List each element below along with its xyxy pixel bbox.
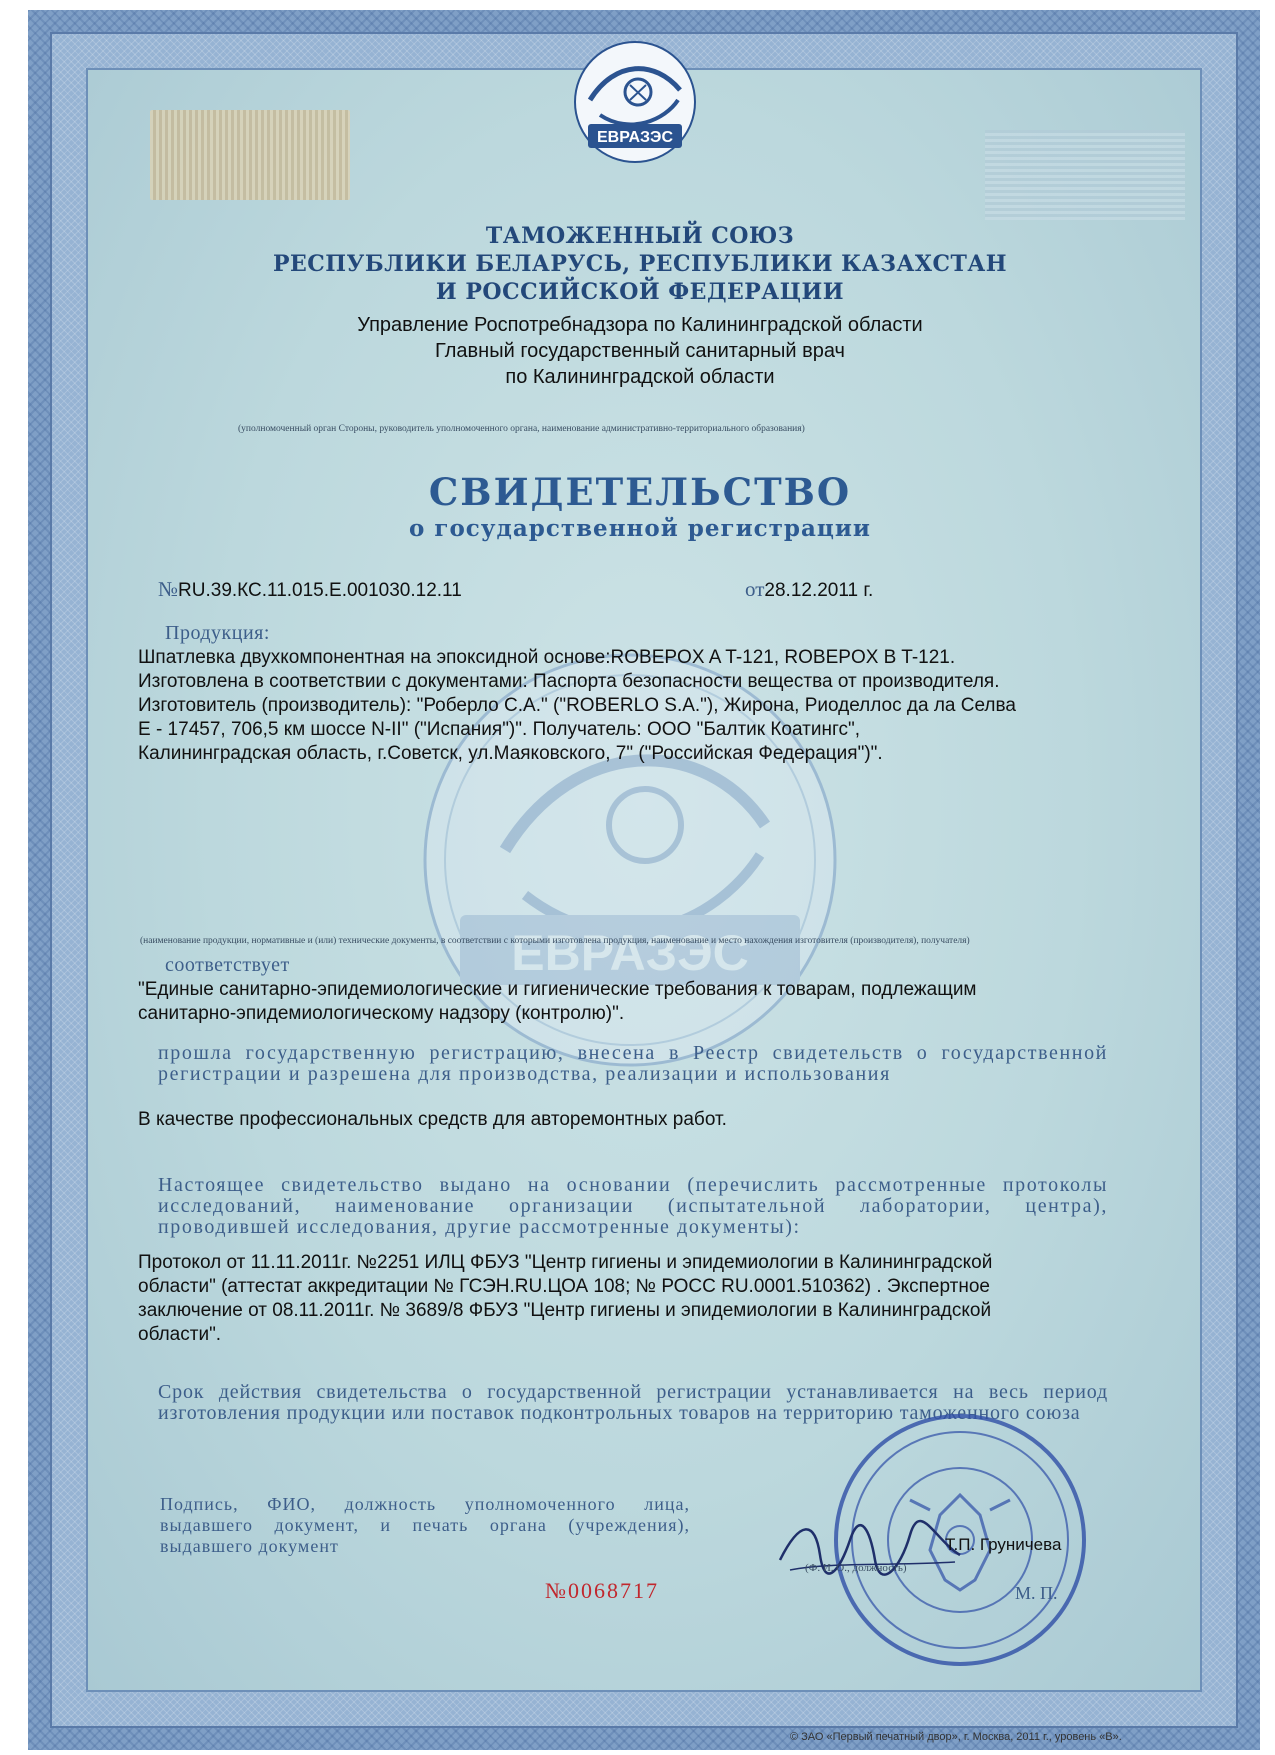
basis-line: области" (аттестат аккредитации № ГСЭН.RU.ЦОА 108; № РОСС RU.0001.510362) . Экспертное bbox=[138, 1276, 990, 1297]
certificate-date-row bbox=[745, 577, 873, 602]
signer-name: Т.П. Груничева bbox=[945, 1535, 1062, 1554]
product-label: Продукция: bbox=[165, 622, 270, 644]
registration-text: прошла государственную регистрацию, внесена в Реестр свидетельств о государственной регистрации и разрешена для производства, реализации и использования bbox=[158, 1042, 1108, 1085]
compliance-text bbox=[138, 978, 1098, 1026]
certificate-number-row bbox=[158, 577, 462, 602]
basis-line: Протокол от 11.11.2011г. №2251 ИЛЦ ФБУЗ "Центр гигиены и эпидемиологии в Калининградской bbox=[138, 1252, 993, 1273]
compliance-label: соответствует bbox=[165, 954, 290, 976]
basis-line: заключение от 08.11.2011г. № 3689/8 ФБУЗ "Центр гигиены и эпидемиологии в Калининградской bbox=[138, 1300, 992, 1321]
registration-usage: В качестве профессиональных средств для авторемонтных работ. bbox=[138, 1109, 727, 1130]
product-hint: (наименование продукции, нормативные и (или) технические документы, в соответствии с которыми изготовлена продукция, наименование и место нахождения изготовителя (производителя), получателя) bbox=[140, 936, 970, 946]
logo-text: ЕВРАЗЭС bbox=[596, 129, 674, 146]
fio-hint: (Ф. И. О., должность) bbox=[805, 1562, 907, 1574]
basis-line: области". bbox=[138, 1324, 222, 1345]
authority-line: по Калининградской области bbox=[505, 366, 775, 388]
certificate-title: СВИДЕТЕЛЬСТВО bbox=[428, 470, 852, 514]
product-line: Изготовитель (производитель): "Роберло С.А." ("ROBERLO S.A."), Жирона, Риоделлос да ла Селва bbox=[138, 695, 1016, 716]
basis-text: Настоящее свидетельство выдано на основании (перечислить рассмотренные протоколы исследований, наименование организации (испытательной лаборатории, центра), проводившей исследования, другие рассмотренные документы): bbox=[158, 1174, 1108, 1238]
product-description bbox=[138, 646, 1098, 766]
hologram-sticker bbox=[150, 110, 350, 200]
product-line: Калининградская область, г.Советск, ул.Маяковского, 7" ("Российская Федерация")". bbox=[138, 743, 883, 764]
eurasec-emblem-icon bbox=[560, 40, 710, 165]
serial-number: №0068717 bbox=[545, 1578, 659, 1603]
compliance-line: санитарно-эпидемиологическому надзору (контролю)". bbox=[138, 1003, 625, 1024]
printer-credit: © ЗАО «Первый печатный двор», г. Москва, 2011 г., уровень «В». bbox=[790, 1731, 1122, 1743]
basis-documents bbox=[138, 1251, 1118, 1347]
authority-line: Управление Роспотребнадзора по Калининградской области bbox=[357, 314, 923, 336]
seal-place-label: М. П. bbox=[1015, 1583, 1058, 1603]
validity-text: Срок действия свидетельства о государственной регистрации устанавливается на весь период изготовления продукции или поставок подконтрольных товаров на территорию таможенного союза bbox=[158, 1381, 1108, 1424]
union-line: ТАМОЖЕННЫЙ СОЮЗ bbox=[485, 223, 795, 249]
compliance-line: "Единые санитарно-эпидемиологические и гигиенические требования к товарам, подлежащим bbox=[138, 979, 977, 1000]
authority-hint: (уполномоченный орган Стороны, руководитель уполномоченного органа, наименование административно-территориального образования) bbox=[238, 424, 805, 434]
certificate-date: 28.12.2011 г. bbox=[764, 580, 874, 601]
product-line: Е - 17457, 706,5 км шоссе N-II" ("Испания")". Получатель: ООО "Балтик Коатингс", bbox=[138, 719, 860, 740]
union-line: И РОССИЙСКОЙ ФЕДЕРАЦИИ bbox=[435, 279, 845, 305]
authority-block bbox=[140, 312, 1140, 390]
union-title bbox=[140, 222, 1140, 306]
number-label: № bbox=[158, 577, 179, 601]
product-line: Изготовлена в соответствии с документами: Паспорта безопасности вещества от производителя. bbox=[138, 671, 1000, 692]
handwritten-signature-icon bbox=[770, 1500, 970, 1590]
watermark-text: ЕВРАЗЭС bbox=[511, 925, 749, 981]
certificate-number: RU.39.КС.11.015.Е.001030.12.11 bbox=[178, 580, 462, 601]
authority-line: Главный государственный санитарный врач bbox=[435, 340, 845, 362]
union-line: РЕСПУБЛИКИ БЕЛАРУСЬ, РЕСПУБЛИКИ КАЗАХСТАН bbox=[272, 251, 1008, 277]
security-pattern-panel bbox=[985, 130, 1185, 220]
date-label: от bbox=[745, 577, 765, 601]
certificate-subtitle: о государственной регистрации bbox=[409, 515, 871, 542]
product-line: Шпатлевка двухкомпонентная на эпоксидной основе:ROBEPOX A T-121, ROBEPOX B T-121. bbox=[138, 647, 956, 668]
signature-label: Подпись, ФИО, должность уполномоченного лица, выдавшего документ, и печать органа (учреждения), выдавшего документ bbox=[160, 1494, 690, 1556]
